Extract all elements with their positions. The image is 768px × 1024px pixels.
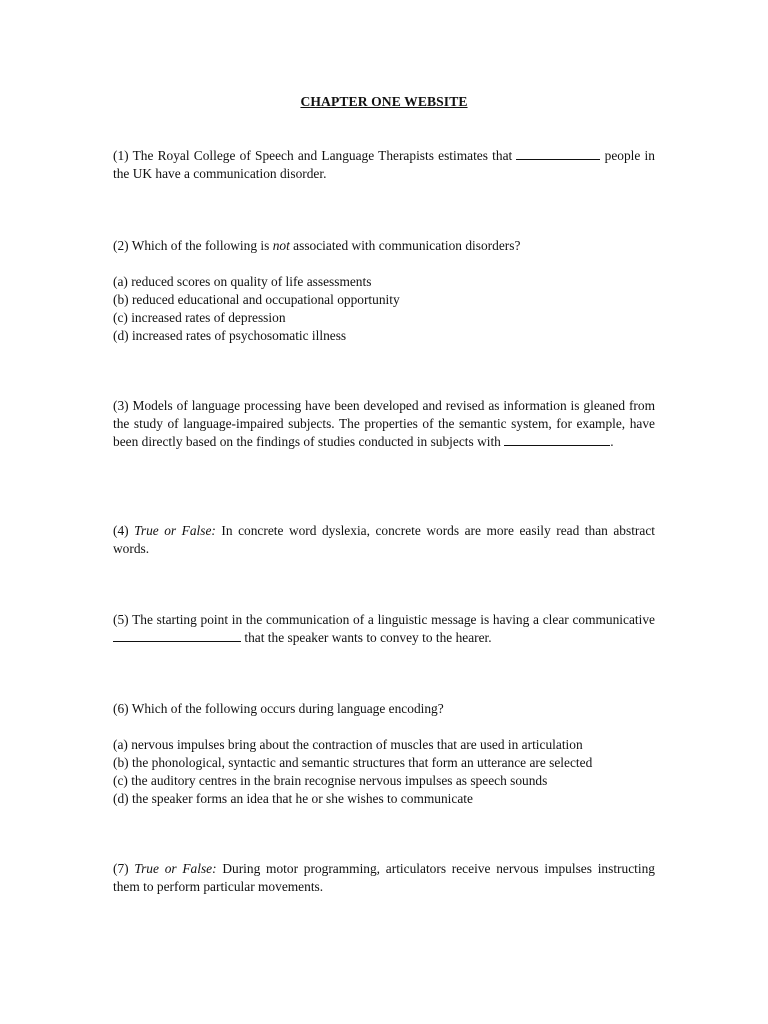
answer-blank — [113, 629, 241, 642]
question-6-text: (6) Which of the following occurs during language encoding? — [113, 701, 444, 716]
question-7-text: (7) True or False: During motor programming, articulators receive nervous impulses instructing them to perform particular movements. — [113, 861, 655, 894]
question-2 — [113, 237, 655, 345]
question-5-text: (5) The starting point in the communication of a linguistic message is having a clear communicative that the speaker wants to convey to the hearer. — [113, 612, 655, 645]
question-3 — [113, 397, 655, 451]
question-2-text: (2) Which of the following is not associated with communication disorders? — [113, 238, 521, 253]
option-c: (c) increased rates of depression — [113, 310, 286, 325]
option-b: (b) the phonological, syntactic and semantic structures that form an utterance are selected — [113, 755, 593, 770]
answer-blank — [504, 433, 610, 446]
page-title: CHAPTER ONE WEBSITE — [300, 94, 468, 109]
question-4 — [113, 522, 655, 558]
option-a: (a) reduced scores on quality of life assessments — [113, 274, 372, 289]
question-3-text: (3) Models of language processing have been developed and revised as information is gleaned from the study of language-impaired subjects. The properties of the semantic system, for example, have been directly based on the findings of studies conducted in subjects with . — [113, 398, 655, 449]
question-7 — [113, 860, 655, 896]
option-c: (c) the auditory centres in the brain recognise nervous impulses as speech sounds — [113, 773, 548, 788]
question-1-text: (1) The Royal College of Speech and Language Therapists estimates that people in the UK have a communication disorder. — [113, 148, 655, 181]
option-d: (d) increased rates of psychosomatic illness — [113, 328, 347, 343]
option-d: (d) the speaker forms an idea that he or she wishes to communicate — [113, 791, 473, 806]
question-6 — [113, 700, 655, 808]
question-5 — [113, 611, 655, 647]
option-b: (b) reduced educational and occupational opportunity — [113, 292, 400, 307]
option-a: (a) nervous impulses bring about the contraction of muscles that are used in articulation — [113, 737, 583, 752]
question-1 — [113, 147, 655, 183]
answer-blank — [516, 147, 600, 160]
question-4-text: (4) True or False: In concrete word dyslexia, concrete words are more easily read than abstract words. — [113, 523, 656, 556]
